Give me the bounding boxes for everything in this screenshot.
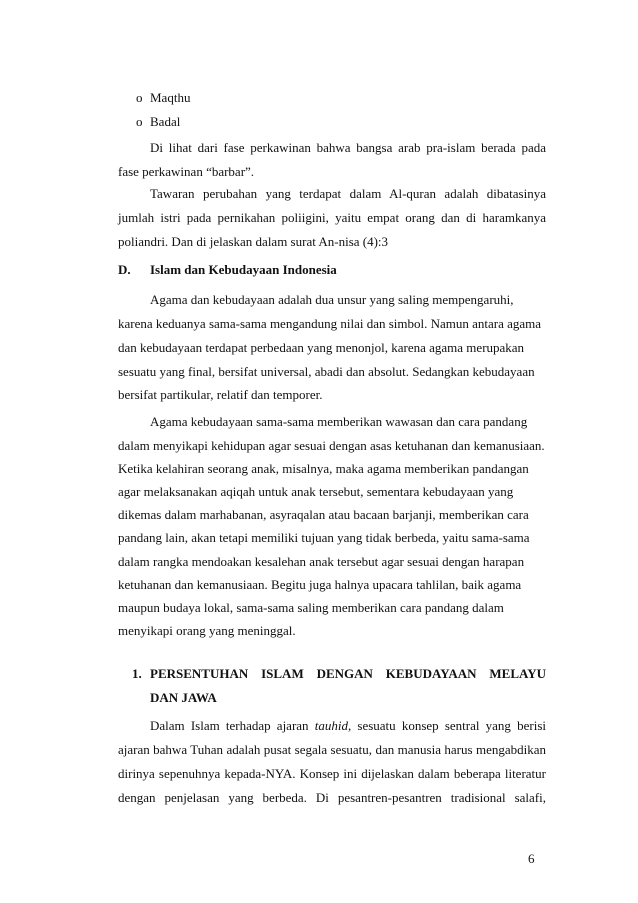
paragraph-line — [150, 718, 546, 734]
page-number: 6 — [528, 851, 535, 866]
paragraph-line: dalam rangka mendoakan kesalehan anak tersebut agar sesuai dengan harapan — [118, 554, 525, 569]
paragraph-line: karena keduanya sama-sama mengandung nilai dan simbol. Namun antara agama — [118, 316, 542, 331]
paragraph-line: jumlah istri pada pernikahan poliigini, yaitu empat orang dan di haramkanya — [118, 210, 546, 225]
paragraph-line: ketuhanan dan kemanusiaan. Begitu juga halnya upacara tahlilan, baik agama — [118, 577, 522, 592]
paragraph-line: maupun budaya lokal, sama-sama saling memberikan cara pandang dalam — [118, 600, 504, 615]
paragraph-line: Tawaran perubahan yang terdapat dalam Al-quran adalah dibatasinya — [150, 186, 546, 201]
paragraph-line: fase perkawinan “barbar”. — [118, 164, 255, 179]
emphasis-text: tauhid — [314, 718, 348, 733]
section-title: Islam dan Kebudayaan Indonesia — [150, 262, 337, 277]
paragraph-line: Di lihat dari fase perkawinan bahwa bangsa arab pra-islam berada pada — [150, 140, 546, 155]
paragraph-line: agar melaksanakan aqiqah untuk anak tersebut, sementara kebudayaan yang — [118, 484, 514, 499]
section-letter: D. — [118, 262, 131, 277]
bullet-marker: o — [136, 90, 143, 105]
paragraph-line: dalam menyikapi kehidupan agar sesuai dengan asas ketuhanan dan kemanusiaan. — [118, 438, 545, 453]
heading-title: DAN JAWA — [150, 690, 217, 705]
paragraph-line: sesuatu yang final, bersifat universal, abadi dan absolut. Sedangkan kebudayaan — [118, 364, 535, 379]
paragraph-line: dirinya sepenuhnya kepada-NYA. Konsep ini dijelaskan dalam beberapa literatur — [118, 766, 546, 781]
heading-title: PERSENTUHAN ISLAM DENGAN KEBUDAYAAN MELAYU — [150, 666, 546, 681]
bullet-item: Badal — [150, 114, 181, 129]
bullet-item: Maqthu — [150, 90, 191, 105]
bullet-marker: o — [136, 114, 143, 129]
paragraph-line: dan kebudayaan terdapat perbedaan yang menonjol, karena agama merupakan — [118, 340, 525, 355]
heading-number: 1. — [132, 666, 142, 681]
paragraph-line: poliandri. Dan di jelaskan dalam surat An-nisa (4):3 — [118, 234, 389, 249]
paragraph-line: Agama dan kebudayaan adalah dua unsur yang saling mempengaruhi, — [150, 292, 514, 307]
paragraph-line: dengan penjelasan yang berbeda. Di pesantren-pesantren tradisional salafi, — [118, 790, 546, 805]
paragraph-line: bersifat partikular, relatif dan temporer. — [118, 387, 323, 402]
paragraph-line: menyikapi orang yang meninggal. — [118, 623, 296, 638]
paragraph-line: pandang lain, akan tetapi memiliki tujuan yang tidak berbeda, yaitu sama-sama — [118, 530, 530, 545]
paragraph-line: Agama kebudayaan sama-sama memberikan wawasan dan cara pandang — [150, 414, 528, 429]
paragraph-line: ajaran bahwa Tuhan adalah pusat segala sesuatu, dan manusia harus mengabdikan — [118, 742, 546, 757]
paragraph-line: dikemas dalam marhabanan, asyraqalan atau bacaan barjanji, memberikan cara — [118, 507, 529, 522]
paragraph-line: Ketika kelahiran seorang anak, misalnya, maka agama memberikan pandangan — [118, 461, 529, 476]
text-run: Dalam Islam terhadap ajaran — [150, 718, 315, 733]
text-run: , sesuatu konsep sentral yang berisi — [347, 718, 546, 733]
